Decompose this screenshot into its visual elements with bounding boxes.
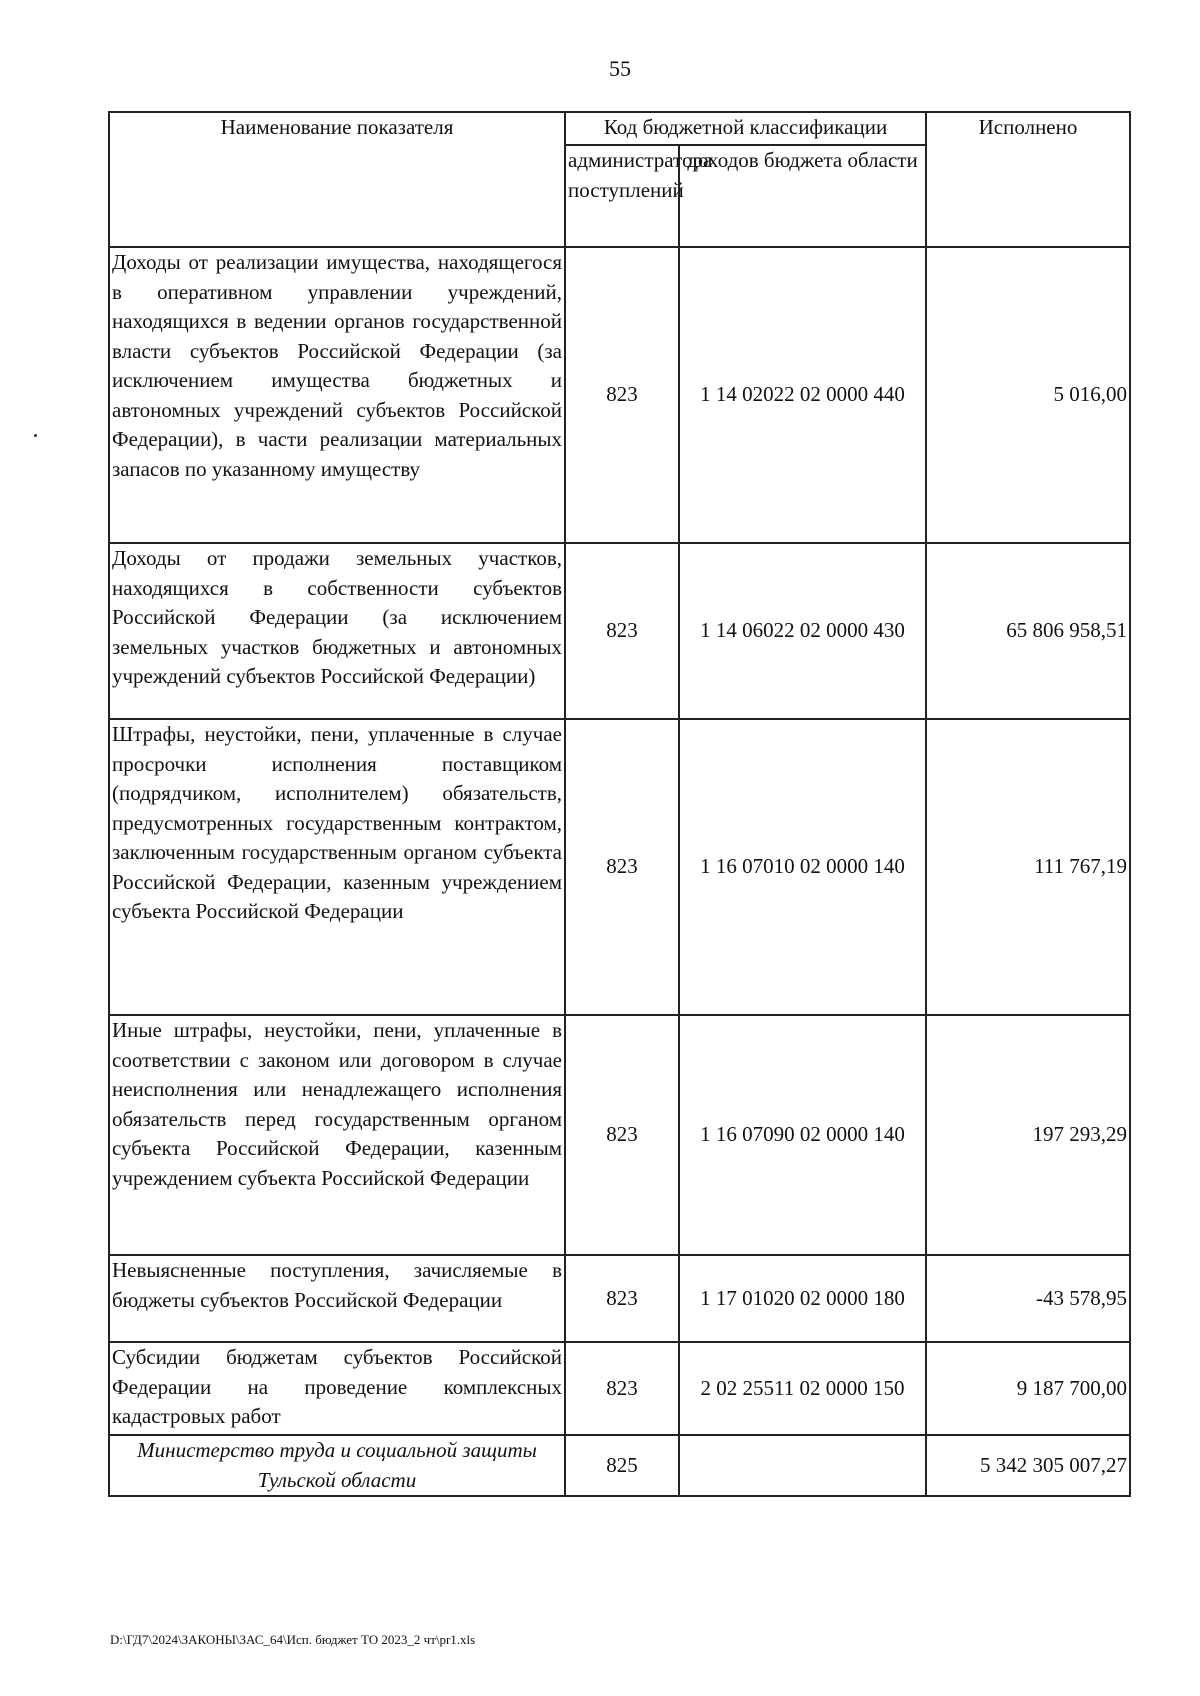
table-row bbox=[109, 719, 1130, 1015]
row-name: Невыясненные поступления, зачисляемые в бюджеты субъектов Российской Федерации bbox=[109, 1255, 565, 1342]
row-income-code: 1 14 02022 02 0000 440 bbox=[679, 247, 926, 543]
row-amount: 197 293,29 bbox=[926, 1015, 1130, 1255]
row-admin-code: 823 bbox=[565, 719, 679, 1015]
table-row bbox=[109, 543, 1130, 719]
row-admin-code: 823 bbox=[565, 1015, 679, 1255]
scan-dot bbox=[34, 434, 37, 437]
row-income-code: 1 14 06022 02 0000 430 bbox=[679, 543, 926, 719]
page-number: 55 bbox=[609, 56, 631, 81]
table-row bbox=[109, 247, 1130, 543]
ministry-income-code bbox=[679, 1435, 926, 1496]
row-income-code: 1 16 07010 02 0000 140 bbox=[679, 719, 926, 1015]
row-amount: 65 806 958,51 bbox=[926, 543, 1130, 719]
row-amount: 5 016,00 bbox=[926, 247, 1130, 543]
table-row bbox=[109, 1255, 1130, 1342]
table-row bbox=[109, 1015, 1130, 1255]
row-admin-code: 823 bbox=[565, 247, 679, 543]
row-amount: -43 578,95 bbox=[926, 1255, 1130, 1342]
row-admin-code: 823 bbox=[565, 1342, 679, 1435]
row-name: Доходы от продажи земельных участков, находящихся в собственности субъектов Российской Федерации (за исключением земельных участков бюджетных и автономных учреждений субъектов Российской Федерации) bbox=[109, 543, 565, 719]
ministry-name: Министерство труда и социальной защиты Тульской области bbox=[109, 1435, 565, 1496]
row-admin-code: 823 bbox=[565, 1255, 679, 1342]
row-name: Штрафы, неустойки, пени, уплаченные в случае просрочки исполнения поставщиком (подрядчиком, исполнителем) обязательств, предусмотренных государственным контрактом, заключенным государственным органом субъекта Российской Федерации, казенным учреждением субъекта Российской Федерации bbox=[109, 719, 565, 1015]
ministry-admin-code: 825 bbox=[565, 1435, 679, 1496]
row-name: Иные штрафы, неустойки, пени, уплаченные в соответствии с законом или договором в случае неисполнения или ненадлежащего исполнения обязательств перед государственным органом субъекта Российской Федерации, казенным учреждением субъекта Российской Федерации bbox=[109, 1015, 565, 1255]
row-amount: 111 767,19 bbox=[926, 719, 1130, 1015]
ministry-row bbox=[109, 1435, 1130, 1496]
table-row bbox=[109, 1342, 1130, 1435]
row-name: Субсидии бюджетам субъектов Российской Федерации на проведение комплексных кадастровых работ bbox=[109, 1342, 565, 1435]
header-income: доходов бюджета области bbox=[679, 145, 926, 247]
header-executed: Исполнено bbox=[926, 112, 1130, 247]
row-name: Доходы от реализации имущества, находящегося в оперативном управлении учреждений, находящихся в ведении органов государственной власти субъектов Российской Федерации (за исключением имущества бюджетных и автономных учреждений субъектов Российской Федерации), в части реализации материальных запасов по указанному имуществу bbox=[109, 247, 565, 543]
header-code-group: Код бюджетной классификации bbox=[565, 112, 926, 145]
ministry-amount: 5 342 305 007,27 bbox=[926, 1435, 1130, 1496]
row-income-code: 1 16 07090 02 0000 140 bbox=[679, 1015, 926, 1255]
file-path-footer: D:\ГД7\2024\ЗАКОНЫ\ЗАС_64\Исп. бюджет ТО 2023_2 чт\pr1.xls bbox=[110, 1632, 476, 1647]
row-amount: 9 187 700,00 bbox=[926, 1342, 1130, 1435]
budget-table bbox=[108, 111, 1131, 1497]
row-admin-code: 823 bbox=[565, 543, 679, 719]
row-income-code: 1 17 01020 02 0000 180 bbox=[679, 1255, 926, 1342]
row-income-code: 2 02 25511 02 0000 150 bbox=[679, 1342, 926, 1435]
header-admin: администратора поступлений bbox=[565, 145, 679, 247]
header-name: Наименование показателя bbox=[109, 112, 565, 247]
